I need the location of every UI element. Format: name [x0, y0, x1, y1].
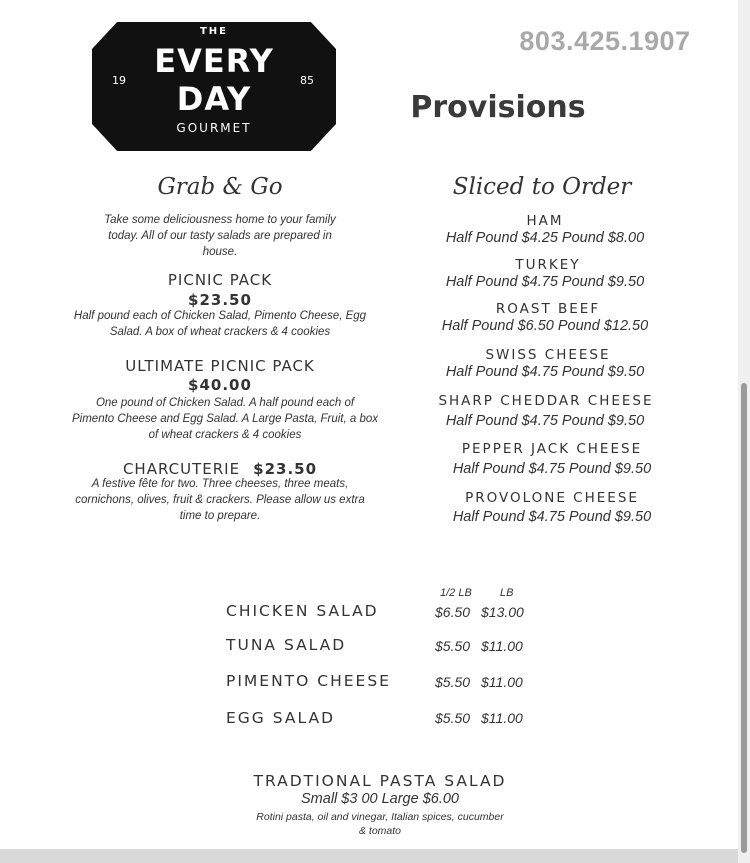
charcuterie-desc: A festive fête for two. Three cheeses, three meats, cornichons, olives, fruit & crackers. Please allow us extra time to prepare.: [75, 478, 365, 522]
grab-go-heading: Grab & Go: [157, 174, 283, 200]
pepper-jack-cheese-prices: Half Pound $4.75 Pound $9.50: [452, 461, 652, 477]
chicken-salad-name: CHICKEN SALAD: [226, 602, 379, 620]
egg-salad-pound-price: $11.00: [481, 710, 523, 726]
swiss-cheese-prices: Half Pound $4.75 Pound $9.50: [445, 364, 645, 380]
ultimate-picnic-pack-desc: One pound of Chicken Salad. A half pound each of Pimento Cheese and Egg Salad. A Large Pasta, Fruit, a box of wheat crackers & 4 cookies: [72, 397, 378, 441]
picnic-pack-price: $23.50: [188, 291, 252, 309]
chicken-salad-pound-price: $13.00: [481, 604, 524, 620]
picnic-pack-desc: Half pound each of Chicken Salad, Pimento Cheese, Egg Salad. A box of wheat crackers & 4 cookies: [73, 310, 367, 338]
logo-day: DAY: [176, 80, 252, 118]
logo-year-right: 85: [300, 74, 314, 87]
charcuterie-price: $23.50: [253, 460, 318, 478]
chicken-salad-half-price: $6.50: [435, 604, 471, 620]
page-title: Provisions: [410, 90, 586, 125]
logo-year-left: 19: [112, 74, 126, 87]
ultimate-picnic-pack-price: $40.00: [188, 376, 252, 394]
ultimate-picnic-pack-name: ULTIMATE PICNIC PACK: [125, 357, 315, 375]
egg-salad-half-price: $5.50: [435, 710, 471, 726]
sharp-cheddar-cheese-prices: Half Pound $4.75 Pound $9.50: [445, 413, 645, 429]
scrollbar-thumb[interactable]: [741, 383, 747, 853]
egg-salad-name: EGG SALAD: [226, 709, 336, 727]
picnic-pack-name: PICNIC PACK: [167, 271, 273, 289]
provolone-cheese-prices: Half Pound $4.75 Pound $9.50: [452, 509, 652, 525]
tuna-salad-half-price: $5.50: [435, 638, 471, 654]
logo-every: EVERY: [154, 42, 274, 80]
ham-name: HAM: [526, 213, 564, 229]
every-day-gourmet-logo: [92, 18, 336, 155]
logo-the: THE: [199, 26, 229, 37]
pimento-cheese-half-price: $5.50: [435, 674, 471, 690]
pimento-cheese-pound-price: $11.00: [481, 674, 523, 690]
roast-beef-name: ROAST BEEF: [495, 301, 601, 317]
logo-gourmet: GOURMET: [176, 121, 252, 135]
tuna-salad-name: TUNA SALAD: [226, 636, 347, 654]
pasta-salad-prices: Small $3 00 Large $6.00: [301, 791, 459, 807]
grab-go-intro: Take some deliciousness home to your family today. All of our tasty salads are prepared in house.: [104, 214, 336, 258]
roast-beef-prices: Half Pound $6.50 Pound $12.50: [441, 318, 649, 334]
half-pound-column-header: 1/2 LB: [440, 587, 472, 599]
phone-number: 803.425.1907: [519, 26, 691, 56]
pasta-salad-name: TRADTIONAL PASTA SALAD: [253, 772, 507, 790]
pound-column-header: LB: [500, 587, 514, 599]
provolone-cheese-name: PROVOLONE CHEESE: [465, 490, 639, 506]
ham-prices: Half Pound $4.25 Pound $8.00: [445, 230, 645, 246]
swiss-cheese-name: SWISS CHEESE: [485, 347, 611, 363]
pasta-salad-desc: Rotini pasta, oil and vinegar, Italian spices, cucumber & tomato: [256, 811, 504, 837]
turkey-prices: Half Pound $4.75 Pound $9.50: [445, 274, 645, 290]
vertical-scrollbar[interactable]: [738, 0, 750, 863]
pimento-cheese-name: PIMENTO CHEESE: [226, 672, 391, 690]
turkey-name: TURKEY: [515, 257, 581, 273]
sharp-cheddar-cheese-name: SHARP CHEDDAR CHEESE: [438, 393, 654, 409]
tuna-salad-pound-price: $11.00: [481, 638, 523, 654]
pepper-jack-cheese-name: PEPPER JACK CHEESE: [461, 441, 643, 457]
sliced-to-order-heading: Sliced to Order: [452, 174, 632, 200]
charcuterie-name: CHARCUTERIE: [122, 460, 241, 478]
